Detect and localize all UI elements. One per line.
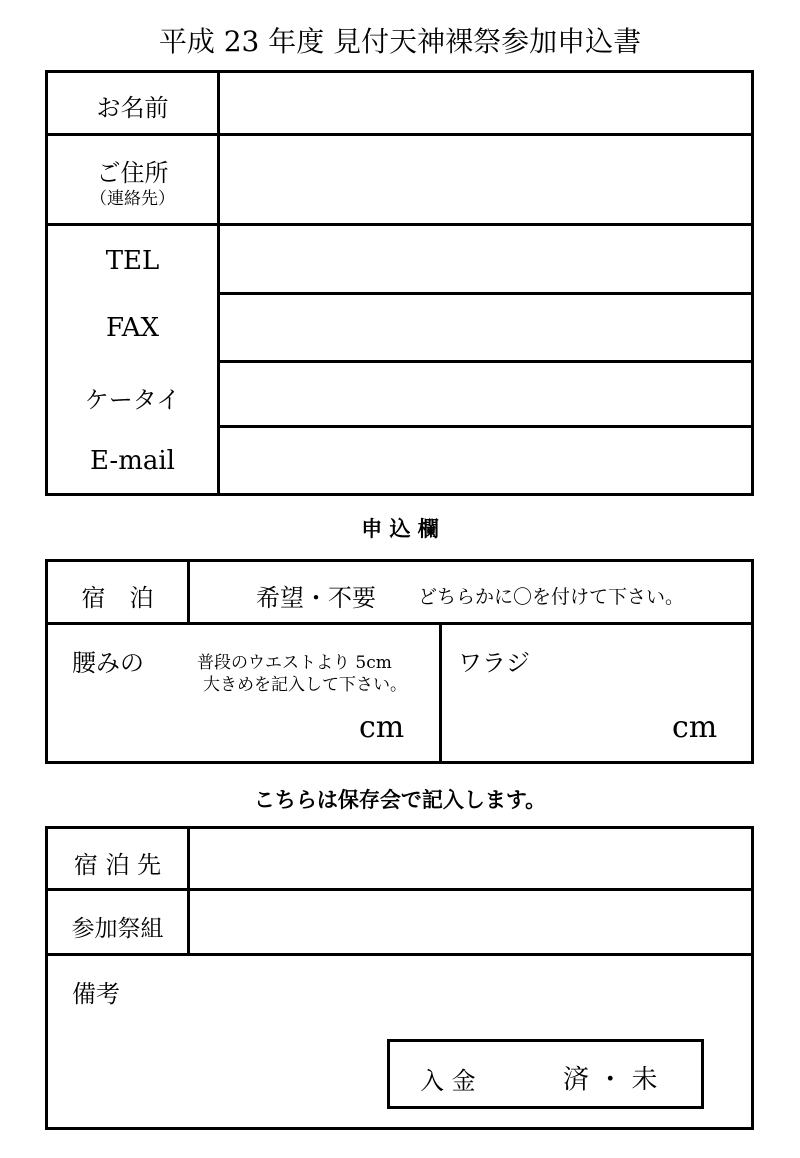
lodging-place-field[interactable]: [192, 832, 749, 885]
row-divider: [45, 223, 754, 226]
name-label: お名前: [96, 94, 169, 122]
waist-unit: cm: [359, 710, 405, 745]
remarks-label: 備考: [72, 980, 120, 1008]
lodging-label: 宿 泊: [81, 584, 154, 612]
col-divider: [187, 559, 190, 624]
row-divider: [45, 953, 754, 956]
waraji-unit: cm: [672, 710, 718, 745]
waist-note-line2: 大きめを記入して下さい。: [203, 675, 407, 695]
waist-field[interactable]: [52, 700, 352, 758]
form-title: 平成 23 年度 見付天神裸祭参加申込書: [158, 25, 642, 58]
mobile-label: ケータイ: [84, 386, 181, 414]
group-label: 参加祭組: [71, 916, 164, 942]
email-label: E-mail: [89, 446, 176, 476]
payment-label: 入 金: [420, 1067, 476, 1095]
lodging-options[interactable]: 希望・不要: [256, 584, 376, 612]
waist-label: 腰みの: [72, 649, 144, 677]
name-field[interactable]: [222, 76, 749, 130]
col-divider: [187, 826, 190, 956]
col-divider: [439, 622, 442, 764]
office-section-title: こちらは保存会で記入します。: [253, 788, 547, 812]
address-label: ご住所: [96, 159, 169, 187]
waraji-label: ワラジ: [458, 649, 530, 677]
application-section-title: 申 込 欄: [361, 517, 439, 541]
address-sub-label: （連絡先）: [90, 189, 175, 209]
lodging-place-label: 宿 泊 先: [73, 851, 162, 879]
tel-field[interactable]: [222, 229, 749, 289]
fax-label: FAX: [105, 313, 160, 343]
mobile-field[interactable]: [222, 366, 749, 422]
lodging-note: どちらかに〇を付けて下さい。: [418, 586, 685, 608]
row-divider: [45, 888, 754, 891]
group-field[interactable]: [192, 894, 749, 950]
email-field[interactable]: [222, 431, 749, 493]
row-divider: [217, 425, 754, 428]
address-field[interactable]: [222, 139, 749, 220]
waist-note-line1: 普段のウエストより 5cm: [197, 653, 392, 673]
tel-label: TEL: [105, 246, 160, 276]
row-divider: [217, 360, 754, 363]
row-divider: [45, 133, 754, 136]
waraji-field[interactable]: [448, 700, 663, 758]
row-divider: [45, 622, 754, 625]
row-divider: [217, 292, 754, 295]
fax-field[interactable]: [222, 298, 749, 357]
payment-status[interactable]: 済 ・ 未: [563, 1065, 658, 1095]
remarks-field[interactable]: [52, 1010, 377, 1120]
